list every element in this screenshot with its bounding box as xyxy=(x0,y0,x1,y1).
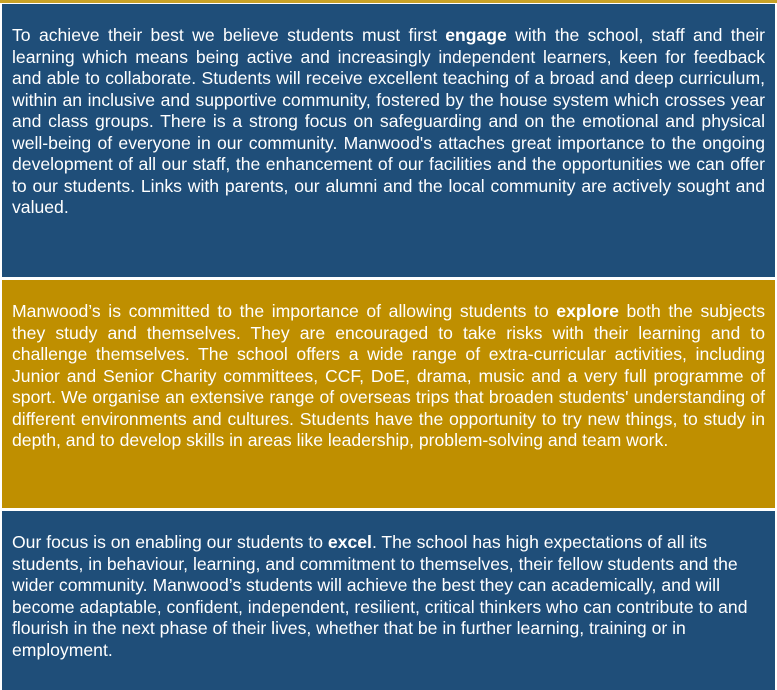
engage-text-end: with the school, staff and their learning which means being active and increasingly independent learners, keen for feedback and able to collaborate. Students will receive excellent teaching of a broad and deep curriculum, within an inclusive and supportive community, fostered by the house system which crosses year and class groups. There is a strong focus on safeguarding and on the emotional and physical well-being of everyone in our community. Manwood's attaches great importance to the ongoing development of all our staff, the enhancement of our facilities and the opportunities we can offer to our students. Links with parents, our alumni and the local community are actively sought and valued. xyxy=(12,25,765,217)
excel-paragraph xyxy=(12,532,765,661)
top-rule xyxy=(0,0,777,3)
engage-paragraph xyxy=(12,25,765,219)
explore-paragraph xyxy=(12,301,765,452)
engage-text-start: To achieve their best we believe students must first xyxy=(12,25,446,45)
explore-panel xyxy=(2,280,775,508)
explore-keyword: explore xyxy=(556,301,619,321)
excel-keyword: excel xyxy=(327,532,372,552)
explore-text-end: both the subjects they study and themselves. They are encouraged to take risks with their learning and to challenge themselves. The school offers a wide range of extra-curricular activities, including Junior and Senior Charity committees, CCF, DoE, drama, music and a very full programme of sport. We organise an extensive range of overseas trips that broaden students' understanding of different environments and cultures. Students have the opportunity to try new things, to study in depth, and to develop skills in areas like leadership, problem-solving and team work. xyxy=(12,301,765,450)
explore-text-start: Manwood’s is committed to the importance of allowing students to xyxy=(12,301,557,321)
excel-text-start: Our focus is on enabling our students to xyxy=(12,532,328,552)
excel-panel xyxy=(2,511,775,690)
engage-panel xyxy=(2,4,775,277)
engage-keyword: engage xyxy=(445,25,507,45)
excel-text-end: . The school has high expectations of all its students, in behaviour, learning, and commitment to themselves, their fellow students and the wider community. Manwood’s students will achieve the best they can academically, and will become adaptable, confident, independent, resilient, critical thinkers who can contribute to and flourish in the next phase of their lives, whether that be in further learning, training or in employment. xyxy=(12,532,748,660)
